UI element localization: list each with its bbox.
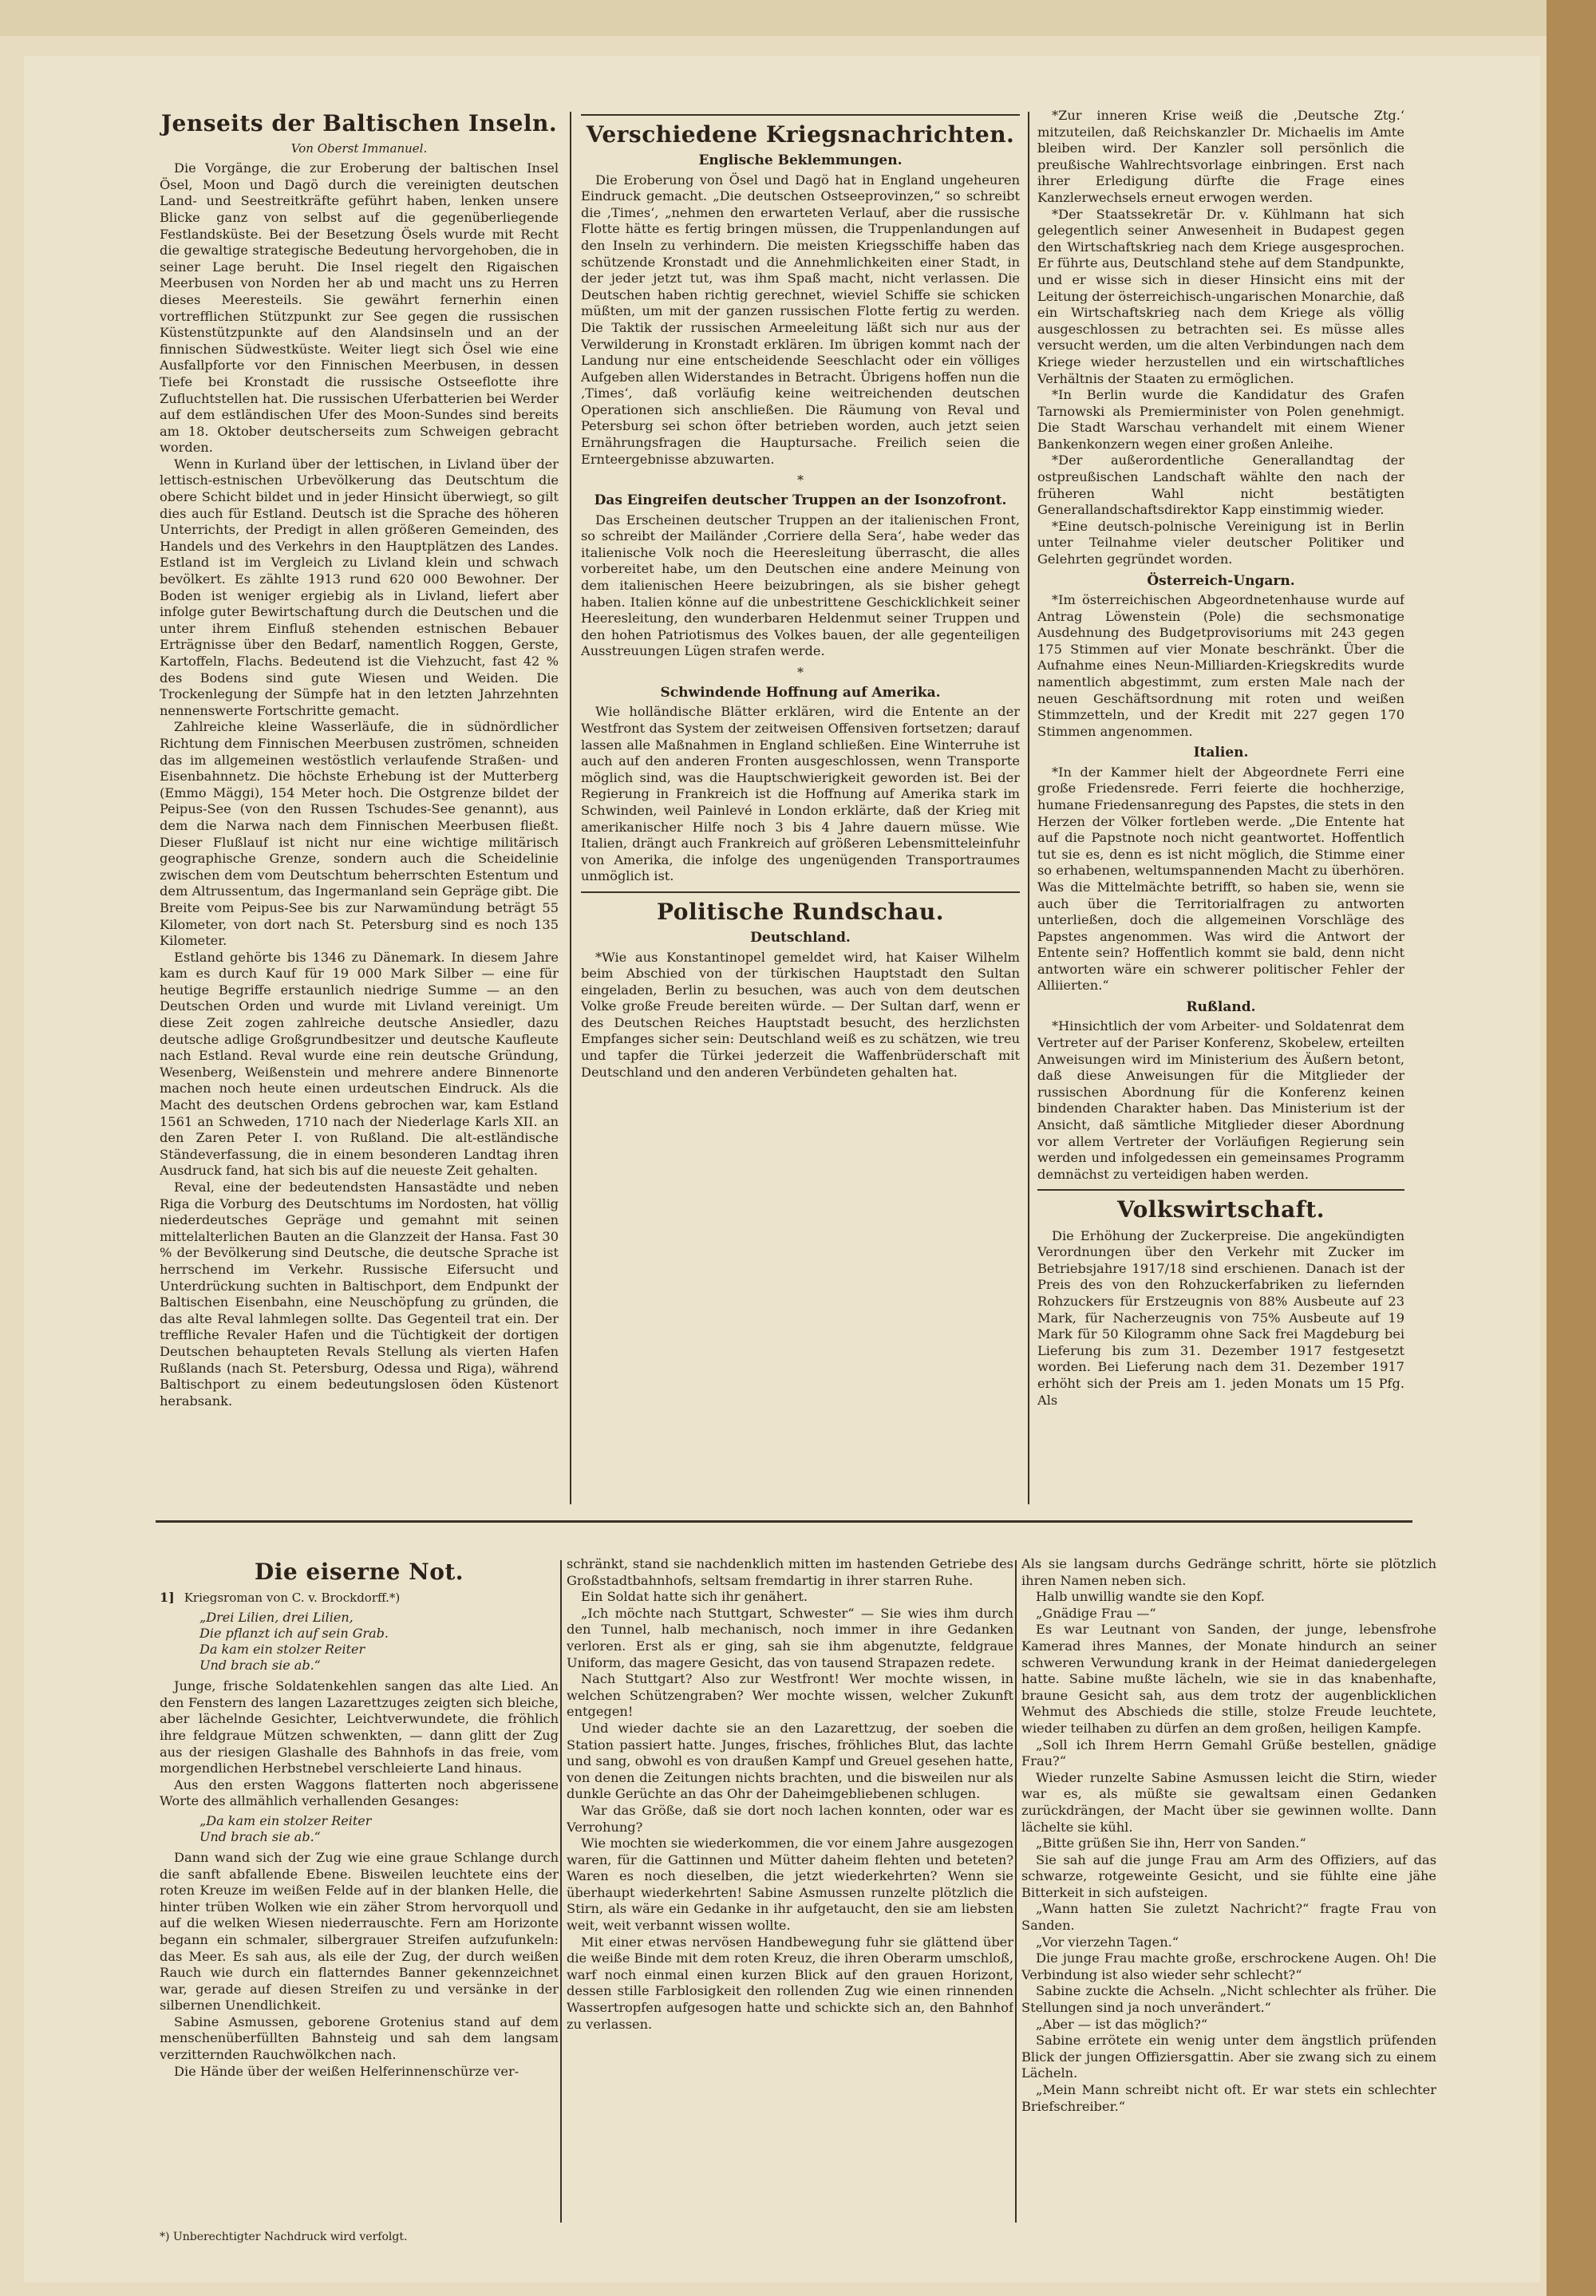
paper-edge bbox=[1547, 0, 1596, 2296]
article-byline: Von Oberst Immanuel. bbox=[290, 141, 428, 156]
separator-star: * bbox=[797, 472, 804, 488]
poem-line: Da kam ein stolzer Reiter bbox=[200, 1642, 365, 1658]
column-rule-3 bbox=[560, 1560, 562, 2223]
serial-paragraph: Es war Leutnant von Sanden, der junge, lebensfrohe Kamerad ihres Mannes, der Monate hindurch an seiner schweren Verwundung krank in der Heimat daniedergelegen hatte. Sabine mußte lächeln, wie sie in das knabenhafte, braune Gesicht sah, aus dem trotz der augenblicklichen Wehmut des Abschieds die stille, stolze Freude leuchtete, wieder teilhaben zu dürfen an dem großen, heiligen Kampfe. bbox=[1021, 1622, 1436, 1736]
serial-paragraph: Sabine zuckte die Achseln. „Nicht schlechter als früher. Die Stellungen sind ja noch unverändert.“ bbox=[1021, 1983, 1436, 2016]
serial-paragraph: Ein Soldat hatte sich ihr genähert. bbox=[581, 1589, 808, 1605]
war-news-title: Verschiedene Kriegsnachrichten. bbox=[586, 121, 1015, 148]
war-news-text: Wie holländische Blätter erklären, wird die Entente an der Westfront das System der zeitweisen Offensiven fortsetzen; darauf lassen alle Maßnahmen in England schließen. Eine Winterruhe ist auch auf den anderen Fronten ausgeschlossen, wenn Transporte möglich sind, was die Hauptschwierigkeit geworden ist. Bei der Regierung in Frankreich ist die Hoffnung auf Amerika stark im Schwinden, weil Painlevé in London erklärte, daß der Krieg mit amerikanischer Hilfe noch 3 bis 4 Jahre dauern müsse. Wie Italien, drängt auch Frankreich auf größeren Lebensmitteleinfuhr von Amerika, die infolge des ungenügenden Transportraumes unmöglich ist. bbox=[581, 704, 1020, 884]
serial-column-3 bbox=[1021, 1556, 1436, 2211]
poem-line: „Drei Lilien, drei Lilien, bbox=[200, 1610, 354, 1626]
serial-paragraph: Dann wand sich der Zug wie eine graue Schlange durch die sanft abfallende Ebene. Bisweilen leuchtete eins der roten Kreuze im weißen Felde auf in der blanken Helle, die hinter trüben Wolken wie ein zäher Strom hervorquoll und auf die welken Wiesen niederrauschte. Fern am Horizonte begann ein schmaler, silbergrauer Streifen aufzufunkeln: das Meer. Es sah aus, als eile der Zug, der durch weißen Rauch wie durch ein flatterndes Banner gekennzeichnet war, gerade auf diesen Streifen zu und versänke in der silbernen Unendlichkeit. bbox=[160, 1849, 559, 2013]
serial-paragraph: schränkt, stand sie nachdenklich mitten im hastenden Getriebe des Großstadtbahnhofs, seltsam fremdartig in ihrer starren Ruhe. bbox=[567, 1556, 1013, 1588]
news-item: *Der Staatssekretär Dr. v. Kühlmann hat sich gelegentlich seiner Anwesenheit in Budapest gegen den Wirtschaftskrieg nach dem Kriege ausgesprochen. Er führte aus, Deutschland stehe auf dem Standpunkte, und er wisse sich in dieser Hinsicht eins mit der Leitung der österreichisch-ungarischen Monarchie, daß ein Wirtschaftskrieg nach dem Kriege als völlig ausgeschlossen zu betrachten sei. Es müsse alles versucht werden, um die alten Verbindungen nach dem Kriege wieder herzustellen und ein wirtschaftliches Verhältnis der Staaten zu ermöglichen. bbox=[1037, 206, 1404, 386]
politics-text: *Wie aus Konstantinopel gemeldet wird, hat Kaiser Wilhelm beim Abschied von der türkischen Hauptstadt den Sultan eingeladen, Berlin zu besuchen, was auch von dem deutschen Volke große Freude bereiten würde. — Der Sultan darf, wenn er des Deutschen Reiches Hauptstadt besucht, des herzlichsten Empfanges sicher sein: Deutschland weiß es zu schätzen, wie treu und tapfer die Türkei jederzeit die Waffenbrüderschaft mit Deutschland und den anderen Verbündeten gehalten hat. bbox=[581, 949, 1020, 1080]
serial-paragraph: „Aber — ist das möglich?“ bbox=[1036, 2016, 1208, 2032]
serial-paragraph: Sie sah auf die junge Frau am Arm des Offiziers, auf das schwarze, rotgeweinte Gesicht, und sie fühlte eine jähe Bitterkeit in sich aufsteigen. bbox=[1021, 1851, 1436, 1900]
news-item: *Zur inneren Krise weiß die ‚Deutsche Ztg.‘ mitzuteilen, daß Reichskanzler Dr. Michaelis im Amte bleiben wird. Der Kanzler soll persönlich die preußische Wahlrechtsvorlage einbringen. Erst nach ihrer Erledigung dürfte die Frage eines Kanzlerwechsels erneut erwogen werden. bbox=[1037, 108, 1404, 205]
country-heading: Italien. bbox=[1193, 745, 1249, 761]
column-rule-4 bbox=[1015, 1560, 1017, 2223]
article-paragraph: Reval, eine der bedeutendsten Hansastädte und neben Riga die Vorburg des Deutschtums im Nordosten, hat völlig niederdeutsches Gepräge und gemahnt mit seinen mittelalterlichen Bauten an die Glanzzeit der Hansa. Fast 30 % der Bevölkerung sind Deutsche, die deutsche Sprache ist herrschend im Verkehr. Russische Eifersucht und Unterdrückung suchten in Baltischport, dem Endpunkt der Baltischen Eisenbahn, eine Neuschöpfung zu gründen, die das alte Reval lahmlegen sollte. Das Gegenteil trat ein. Der treffliche Revaler Hafen und die Tüchtigkeit der dortigen Deutschen behaupteten Revals Stellung als vierten Hafen Rußlands (nach St. Petersburg, Odessa und Riga), während Baltischport zu einem bedeutungslosen öden Küstenort herabsank. bbox=[160, 1180, 559, 1409]
serial-paragraph: „Vor vierzehn Tagen.“ bbox=[1036, 1934, 1179, 1950]
feuilleton-rule bbox=[156, 1520, 1412, 1523]
serial-paragraph: Und wieder dachte sie an den Lazarettzug, der soeben die Station passiert hatte. Junges, frisches, fröhliches Blut, das lachte und sang, obwohl es von draußen Kampf und Greuel gesehen hatte, von denen die Zeitungen nichts brachten, und die bisweilen nur als dunkle Gerüchte an das Ohr der Daheimgebliebenen schlugen. bbox=[567, 1720, 1013, 1802]
serial-paragraph: „Bitte grüßen Sie ihn, Herr von Sanden.“ bbox=[1036, 1836, 1306, 1851]
serial-paragraph: Sabine Asmussen, geborene Grotenius stand auf dem menschenüberfüllten Bahnsteig und sah dem langsam verzitternden Rauchwölkchen nach. bbox=[160, 2013, 559, 2063]
serial-paragraph: Wie mochten sie wiederkommen, die vor einem Jahre ausgezogen waren, für die Gattinnen und Mütter daheim flehten und beteten? Waren es noch dieselben, die jetzt wiederkehrten? Wenn sie überhaupt wiederkehrten! Sabine Asmussen runzelte plötzlich die Stirn, als wäre ein Gedanke in ihr aufgetaucht, den sie am liebsten weit, weit verbannt wissen wollte. bbox=[567, 1836, 1013, 1934]
section-rule bbox=[581, 891, 1020, 893]
serial-paragraph: Die junge Frau machte große, erschrockene Augen. Oh! Die Verbindung ist also wieder sehr schlecht?“ bbox=[1021, 1950, 1436, 1982]
country-heading: Österreich-Ungarn. bbox=[1147, 572, 1295, 589]
war-news-heading: Englische Beklemmungen. bbox=[698, 152, 903, 169]
news-item: *Im österreichischen Abgeordnetenhause wurde auf Antrag Löwenstein (Pole) die sechsmonatige Ausdehnung des Budgetprovisoriums mit 243 gegen 175 Stimmen auf vier Monate beschränkt. Über die Aufnahme eines Neun-Milliarden-Kriegskredits wurde namentlich abgestimmt, zum ersten Male nach der neuen Geschäftsordnung mit roten und weißen Stimmzetteln, und der Kredit mit 227 gegen 170 Stimmen angenommen. bbox=[1037, 592, 1404, 739]
article-title: Jenseits der Baltischen Inseln. bbox=[160, 110, 558, 136]
serial-paragraph: Aus den ersten Waggons flatterten noch abgerissene Worte des allmählich verhallenden Gesanges: bbox=[160, 1776, 559, 1809]
economy-text: Die Erhöhung der Zuckerpreise. Die angekündigten Verordnungen über den Verkehr mit Zucker im Betriebsjahre 1917/18 sind erschienen. Danach ist der Preis des von den Rohzuckerfabriken zu liefernden Rohzuckers für Erstzeugnis von 88% Ausbeute auf 23 Mark, für Nacherzeugnis von 75% Ausbeute auf 19 Mark für 50 Kilogramm ohne Sack frei Magdeburg bei Lieferung bis zum 31. Dezember 1917 festgesetzt worden. Bei Lieferung nach dem 31. Dezember 1917 erhöht sich der Preis am 1. jeden Monats um 15 Pfg. Als bbox=[1037, 1227, 1404, 1408]
war-news-text: Das Erscheinen deutscher Truppen an der italienischen Front, so schreibt der Mailänder ‚Corriere della Sera‘, habe weder das italienische Volk noch die Heeresleitung überrascht, die alles vorbereitet habe, um den Deutschen eine andere Meinung von dem italienischen Heere beizubringen, als sie bisher gehegt haben. Italien könne auf die unbestrittene Geschicklichkeit seiner Heeresleitung, den wunderbaren Heldenmut seiner Truppen und den hohen Patriotismus des Volkes bauen, der alle gegenteiligen Ausstreuungen Lügen strafen werde. bbox=[581, 512, 1020, 659]
footnote: *) Unberechtigter Nachdruck wird verfolgt. bbox=[160, 2231, 408, 2243]
politics-title: Politische Rundschau. bbox=[656, 898, 945, 925]
news-item: *Der außerordentliche Generallandtag der ostpreußischen Landschaft wählte den nach der früheren Wahl nicht bestätigten Generallandschaftsdirektor Kapp einstimmig wieder. bbox=[1037, 452, 1404, 518]
poem-line: Und brach sie ab.“ bbox=[200, 1658, 321, 1674]
serial-column-2 bbox=[567, 1556, 1013, 2211]
serial-paragraph: Als sie langsam durchs Gedränge schritt, hörte sie plötzlich ihren Namen neben sich. bbox=[1021, 1556, 1436, 1588]
serial-paragraph: „Ich möchte nach Stuttgart, Schwester“ — Sie wies ihm durch den Tunnel, halb mechanisch, noch immer in ihre Gedanken verloren. Erst als er ging, sah sie ihm abgenutzte, feldgraue Uniform, das magere Gesicht, das von tausend Strapazen redete. bbox=[567, 1605, 1013, 1670]
column-rule-1 bbox=[570, 112, 571, 1504]
section-rule bbox=[581, 114, 1020, 116]
column-2 bbox=[581, 108, 1020, 1504]
article-paragraph: Die Vorgänge, die zur Eroberung der baltischen Insel Ösel, Moon und Dagö durch die vereinigten deutschen Land- und Seestreitkräfte geführt haben, lenken unsere Blicke ganz von selbst auf die gegenüberliegende Festlandsküste. Bei der Besetzung Ösels wurde mit Recht die gewaltige strategische Bedeutung hervorgehoben, die in seiner Lage beruht. Die Insel riegelt den Rigaischen Meerbusen von Norden her ab und macht uns zu Herren dieses Meeresteils. Sie gewährt fernerhin einen vortrefflichen Stützpunkt zur See gegen die russischen Küstenstützpunkte auf den Alandsinseln und an der finnischen Südwestküste. Weiter liegt sich Ösel wie eine Ausfallpforte vor den Finnischen Meerbusen, in dessen Tiefe bei Kronstadt die russische Ostseeflotte ihre Zufluchtstellen hat. Die russischen Uferbatterien bei Werder auf dem estländischen Ufer des Moon-Sundes sind bereits am 18. Oktober deutscherseits zum Schweigen gebracht worden. bbox=[160, 160, 559, 456]
serial-paragraph: „Mein Mann schreibt nicht oft. Er war stets ein schlechter Briefschreiber.“ bbox=[1021, 2082, 1436, 2114]
section-rule bbox=[1037, 1189, 1404, 1191]
serial-paragraph: War das Größe, daß sie dort noch lachen konnten, oder war es Verrohung? bbox=[567, 1802, 1013, 1835]
serial-paragraph: Mit einer etwas nervösen Handbewegung fuhr sie glättend über die weiße Binde mit dem roten Kreuz, die ihren Oberarm umschloß, warf noch einmal einen kurzen Blick auf den grauen Horizont, dessen stille Farblosigkeit den rollenden Zug wie einen rinnenden Wassertropfen aufgesogen hatte und schickte sich an, den Bahnhof zu verlassen. bbox=[567, 1934, 1013, 2032]
war-news-text: Die Eroberung von Ösel und Dagö hat in England ungeheuren Eindruck gemacht. „Die deutschen Ostseeprovinzen,“ so schreibt die ‚Times‘, „nehmen den erwarteten Verlauf, aber die russische Flotte hätte es fertig bringen müssen, die Truppenlandungen auf den Inseln zu verhindern. Die meisten Kriegsschiffe haben das schützende Kronstadt und die Annehmlichkeiten einer Stadt, in der jeder jetzt tut, was ihm Spaß macht, nicht verlassen. Die Deutschen haben richtig gerechnet, wieviel Schiffe sie schicken müßten, um mit der ganzen russischen Flotte fertig zu werden. Die Taktik der russischen Armeeleitung läßt sich nur aus der Verwilderung in Kronstadt erklären. Im übrigen kommt nach der Landung nur eine entscheidende Seeschlacht oder ein völliges Aufgeben allen Widerstandes in Betracht. Übrigens hoffen nun die ‚Times‘, daß vorläufig keine weitreichenden deutschen Operationen sich anschließen. Die Räumung von Reval und Petersburg sei schon öfter betrieben worden, auch jetzt seien Ernährungsfragen die Hauptursache. Freilich seien die Ernteergebnisse abzuwarten. bbox=[581, 172, 1020, 467]
serial-paragraph: Halb unwillig wandte sie den Kopf. bbox=[1036, 1589, 1265, 1605]
serial-paragraph: Die Hände über der weißen Helferinnenschürze ver- bbox=[174, 2063, 519, 2079]
serial-column-1 bbox=[160, 1556, 559, 2211]
serial-paragraph: „Soll ich Ihrem Herrn Gemahl Grüße bestellen, gnädige Frau?“ bbox=[1021, 1737, 1436, 1769]
poem-stanza bbox=[200, 1610, 559, 1674]
page-top-edge bbox=[0, 0, 1596, 36]
serial-header bbox=[160, 1590, 559, 1605]
war-news-heading: Schwindende Hoffnung auf Amerika. bbox=[660, 685, 941, 701]
poem-line: Die pflanzt ich auf sein Grab. bbox=[200, 1626, 389, 1642]
serial-paragraph: „Wann hatten Sie zuletzt Nachricht?“ fragte Frau von Sanden. bbox=[1021, 1901, 1436, 1934]
column-1 bbox=[160, 108, 559, 1504]
economy-title: Volkswirtschaft. bbox=[1116, 1196, 1325, 1223]
serial-number: 1] bbox=[160, 1590, 175, 1606]
war-news-heading: Das Eingreifen deutscher Truppen an der Isonzofront. bbox=[594, 492, 1007, 509]
article-paragraph: Estland gehörte bis 1346 zu Dänemark. In diesem Jahre kam es durch Kauf für 19 000 Mark Silber — eine für heutige Begriffe erstaunlich niedrige Summe — an den Deutschen Orden und wurde mit Livland vereinigt. Um diese Zeit zogen zahlreiche deutsche Ansiedler, dazu deutsche adlige Großgrundbesitzer und deutsche Kaufleute nach Estland. Reval wurde eine rein deutsche Gründung, Wesenberg, Weißenstein und mehrere andere Binnenorte machen noch heute einen urdeutschen Eindruck. Als die Macht des deutschen Ordens gebrochen war, kam Estland 1561 an Schweden, 1710 nach der Niederlage Karls XII. an den Zaren Peter I. von Rußland. Die alt-estländische Ständeverfassung, die in einem besonderen Landtag ihren Ausdruck fand, hat sich bis auf die neueste Zeit gehalten. bbox=[160, 949, 559, 1179]
politics-heading: Deutschland. bbox=[750, 930, 851, 946]
country-heading: Rußland. bbox=[1186, 999, 1256, 1016]
article-paragraph: Wenn in Kurland über der lettischen, in Livland über der lettisch-estnischen Urbevölkerung das Deutschtum die obere Schicht bildet und in jeder Hinsicht überwiegt, so gilt dies auch für Estland. Deutsch ist die Sprache des höheren Unterrichts, der Predigt in allen größeren Gemeinden, des Handels und des Verkehrs in den Hauptplätzen des Landes. Estland ist im Vergleich zu Livland klein und schwach bevölkert. Es zählte 1913 rund 620 000 Bewohner. Der Boden ist weniger ergiebig als in Livland, liefert aber infolge guter Bewirtschaftung durch die Deutschen und die unter ihrem Einfluß stehenden estnischen Bebauer Erträgnisse über den Bedarf, namentlich Roggen, Gerste, Kartoffeln, Flachs. Bedeutend ist die Viehzucht, fast 42 % des Bodens sind gute Wiesen und Weiden. Die Trockenlegung der Sümpfe hat in den letzten Jahrzehnten nennenswerte Fortschritte gemacht. bbox=[160, 456, 559, 718]
news-item: *Hinsichtlich der vom Arbeiter- und Soldatenrat dem Vertreter auf der Pariser Konferenz, Skobelew, erteilten Anweisungen wird im Ministerium des Äußern betont, daß diese Anweisungen für die Mitglieder der russischen Abordnung für die Konferenz keinen bindenden Charakter haben. Das Ministerium ist der Ansicht, daß sämtliche Mitglieder dieser Abordnung vor allem Vertreter der Vorläufigen Regierung sein werden und infolgedessen ein gemeinsames Programm demnächst zu verteidigen haben werden. bbox=[1037, 1018, 1404, 1182]
separator-star: * bbox=[797, 665, 804, 680]
column-3 bbox=[1037, 108, 1404, 1504]
serial-subtitle: Kriegsroman von C. v. Brockdorff.*) bbox=[184, 1591, 401, 1606]
poem-stanza bbox=[200, 1813, 559, 1845]
serial-paragraph: Nach Stuttgart? Also zur Westfront! Wer mochte wissen, in welchen Schützengraben? Wer mochte wissen, welcher Zukunft entgegen! bbox=[567, 1671, 1013, 1720]
column-rule-2 bbox=[1028, 112, 1029, 1504]
poem-line: „Da kam ein stolzer Reiter bbox=[200, 1812, 372, 1828]
serial-paragraph: Sabine errötete ein wenig unter dem ängstlich prüfenden Blick der jungen Offiziersgattin. Aber sie zwang sich zu einem Lächeln. bbox=[1021, 2033, 1436, 2081]
serial-paragraph: Wieder runzelte Sabine Asmussen leicht die Stirn, wieder war es, als müßte sie gewaltsam einen Gedanken zurückdrängen, der Macht über sie gewinnen wollte. Dann lächelte sie kühl. bbox=[1021, 1769, 1436, 1835]
serial-paragraph: „Gnädige Frau —“ bbox=[1036, 1605, 1156, 1621]
serial-paragraph: Junge, frische Soldatenkehlen sangen das alte Lied. An den Fenstern des langen Lazarettzuges zeigten sich bleiche, aber lächelnde Gesichter, Leichtverwundete, die fröhlich ihre feldgraue Mützen schwenkten, — dann glitt der Zug aus der riesigen Glashalle des Bahnhofs in das freie, vom morgendlichen Herbstnebel verschleierte Land hinaus. bbox=[160, 1678, 559, 1776]
news-item: *Eine deutsch-polnische Vereinigung ist in Berlin unter Teilnahme vieler deutscher Politiker und Gelehrten gegründet worden. bbox=[1037, 518, 1404, 567]
poem-line: Und brach sie ab.“ bbox=[200, 1828, 321, 1844]
article-paragraph: Zahlreiche kleine Wasserläufe, die in südnördlicher Richtung dem Finnischen Meerbusen zuströmen, schneiden das im allgemeinen westöstlich verlaufende Straßen- und Eisenbahnnetz. Die höchste Erhebung ist der Mutterberg (Emmo Mäggi), 154 Meter hoch. Die Ostgrenze bildet der Peipus-See (von den Russen Tschudes-See genannt), aus dem die Narwa nach dem Finnischen Meerbusen fließt. Dieser Flußlauf ist nicht nur eine wichtige militärisch geographische Grenze, sondern auch die Scheidelinie zwischen dem vom Deutschtum beherrschten Estentum und dem Altrussentum, das Ingermanland sein Gepräge gibt. Die Breite vom Peipus-See bis zur Narwamündung beträgt 55 Kilometer, von dort nach St. Petersburg sind es noch 135 Kilometer. bbox=[160, 719, 559, 949]
serial-title: Die eiserne Not. bbox=[254, 1559, 464, 1585]
news-item: *In Berlin wurde die Kandidatur des Grafen Tarnowski als Premierminister von Polen genehmigt. Die Stadt Warschau verhandelt mit einem Wiener Bankenkonzern wegen einer großen Anleihe. bbox=[1037, 387, 1404, 452]
news-item: *In der Kammer hielt der Abgeordnete Ferri eine große Friedensrede. Ferri feierte die hochherzige, humane Friedensanregung des Papstes, die stets in den Herzen der Völker fortleben werde. „Die Entente hat auf die Papstnote noch nicht geantwortet. Hoffentlich tut sie es, denn es ist nicht möglich, die Stimme einer so erhabenen, weltumspannenden Macht zu überhören. Was die Mittelmächte betrifft, so haben sie, wenn sie auch über die Territorialfragen zu antworten unterließen, doch die allgemeinen Vorschläge des Papstes angenommen. Was wird die Antwort der Entente sein? Hoffentlich kommt sie bald, denn nicht antworten wäre ein schwerer politischer Fehler der Alliierten.“ bbox=[1037, 764, 1404, 994]
